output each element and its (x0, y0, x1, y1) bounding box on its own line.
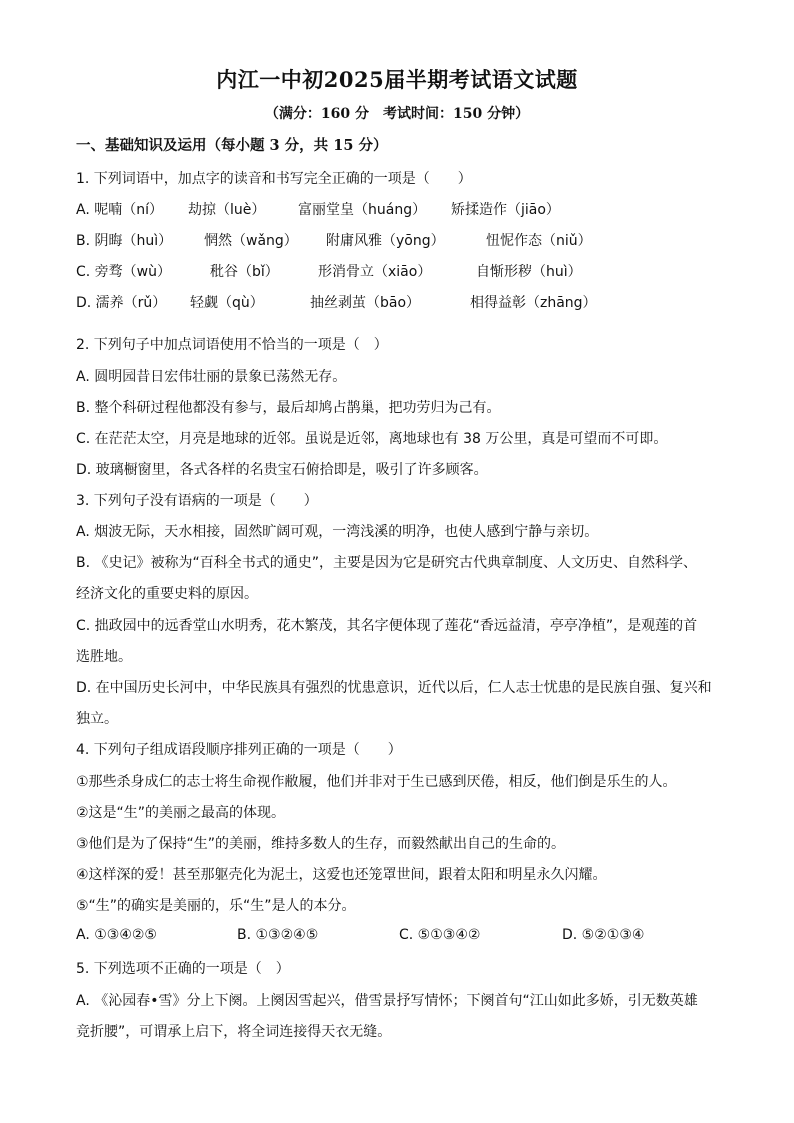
question-2-stem: 2. 下列句子中加点词语使用不恰当的一项是（ ） (76, 337, 388, 353)
question-3-option-b: B. 《史记》被称为“百科全书式的通史”，主要是因为它是研究古代典章制度、人文历史、自然科学、 (76, 555, 698, 571)
option-d-word-3: 抽丝剥茧（bāo） (310, 295, 421, 311)
page-title: 内江一中初2025届半期考试语文试题 (216, 67, 578, 92)
section-heading: 一、基础知识及运用（每小题 3 分，共 15 分） (76, 137, 388, 154)
option-c-word-1: C. 旁骛（wù） (76, 264, 171, 280)
option-c-word-4: 自惭形秽（huì） (476, 264, 582, 280)
option-d-word-1: D. 濡养（rǔ） (76, 295, 167, 311)
exam-info: （满分：160 分 考试时间：150 分钟） (264, 106, 530, 122)
question-4-options (76, 927, 736, 947)
question-2-option-c: C. 在茫茫太空，月亮是地球的近邻。虽说是近邻，离地球也有 38 万公里，真是可望而不可即。 (76, 431, 668, 447)
question-2-option-a: A. 圆明园昔日宏伟壮丽的景象已荡然无存。 (76, 369, 347, 385)
question-3-option-d-cont: 独立。 (76, 711, 118, 727)
option-b-word-3: 附庸风雅（yōng） (326, 233, 445, 249)
question-4-stem: 4. 下列句子组成语段顺序排列正确的一项是（ ） (76, 742, 402, 758)
question-3-option-a: A. 烟波无际，天水相接，固然旷阔可观，一湾浅溪的明净，也使人感到宁静与亲切。 (76, 524, 599, 540)
question-4-sentence-3: ③他们是为了保持“生”的美丽，维持多数人的生存，而毅然献出自己的生命的。 (76, 836, 566, 852)
question-3-option-c-cont: 选胜地。 (76, 649, 132, 665)
question-4-option-b: B. ①③②④⑤ (237, 927, 319, 943)
option-b-word-1: B. 阴晦（huì） (76, 233, 173, 249)
question-1-option-b (76, 230, 736, 250)
question-4-option-a: A. ①③④②⑤ (76, 927, 157, 943)
question-1-option-a (76, 199, 736, 219)
option-c-word-2: 秕谷（bǐ） (210, 264, 279, 280)
question-4-sentence-4: ④这样深的爱！甚至那躯壳化为泥土，这爱也还笼罩世间，跟着太阳和明星永久闪耀。 (76, 867, 607, 883)
option-b-word-4: 忸怩作态（niǔ） (486, 233, 592, 249)
option-d-word-2: 轻觑（qù） (190, 295, 264, 311)
question-2-option-b: B. 整个科研过程他都没有参与，最后却鸠占鹊巢，把功劳归为己有。 (76, 400, 501, 416)
option-c-word-3: 形消骨立（xiāo） (318, 264, 432, 280)
question-3-option-c: C. 拙政园中的远香堂山水明秀，花木繁茂，其名字便体现了莲花“香远益清，亭亭净植”，是观莲的首 (76, 618, 698, 634)
question-3-option-b-cont: 经济文化的重要史料的原因。 (76, 586, 258, 602)
question-4-option-c: C. ⑤①③④② (399, 927, 481, 943)
question-1-stem: 1. 下列词语中，加点字的读音和书写完全正确的一项是（ ） (76, 171, 472, 187)
option-d-word-4: 相得益彰（zhāng） (470, 295, 597, 311)
question-4-sentence-5: ⑤“生”的确实是美丽的，乐“生”是人的本分。 (76, 898, 356, 914)
option-a-word-3: 富丽堂皇（huáng） (298, 202, 427, 218)
question-2-option-d: D. 玻璃橱窗里，各式各样的名贵宝石俯拾即是，吸引了许多顾客。 (76, 462, 488, 478)
question-3-stem: 3. 下列句子没有语病的一项是（ ） (76, 493, 318, 509)
question-1-option-c (76, 261, 736, 281)
option-a-word-2: 劫掠（luè） (188, 202, 266, 218)
option-a-word-4: 矫揉造作（jiāo） (451, 202, 560, 218)
option-b-word-2: 惘然（wǎng） (204, 233, 298, 249)
option-a-word-1: A. 呢喃（ní） (76, 202, 163, 218)
question-4-option-d: D. ⑤②①③④ (562, 927, 645, 943)
question-3-option-d: D. 在中国历史长河中，中华民族具有强烈的忧患意识，近代以后，仁人志士忧患的是民族自强、复兴和 (76, 680, 712, 696)
question-5-stem: 5. 下列选项不正确的一项是（ ） (76, 961, 290, 977)
question-1-option-d (76, 292, 736, 312)
question-4-sentence-1: ①那些杀身成仁的志士将生命视作敝履，他们并非对于生已感到厌倦，相反，他们倒是乐生的人。 (76, 774, 677, 790)
question-5-option-a-cont: 竞折腰”，可谓承上启下，将全词连接得天衣无缝。 (76, 1024, 392, 1040)
question-4-sentence-2: ②这是“生”的美丽之最高的体现。 (76, 805, 286, 821)
question-5-option-a: A. 《沁园春•雪》分上下阕。上阕因雪起兴，借雪景抒写情怀；下阕首句“江山如此多娇，引无数英雄 (76, 993, 698, 1009)
